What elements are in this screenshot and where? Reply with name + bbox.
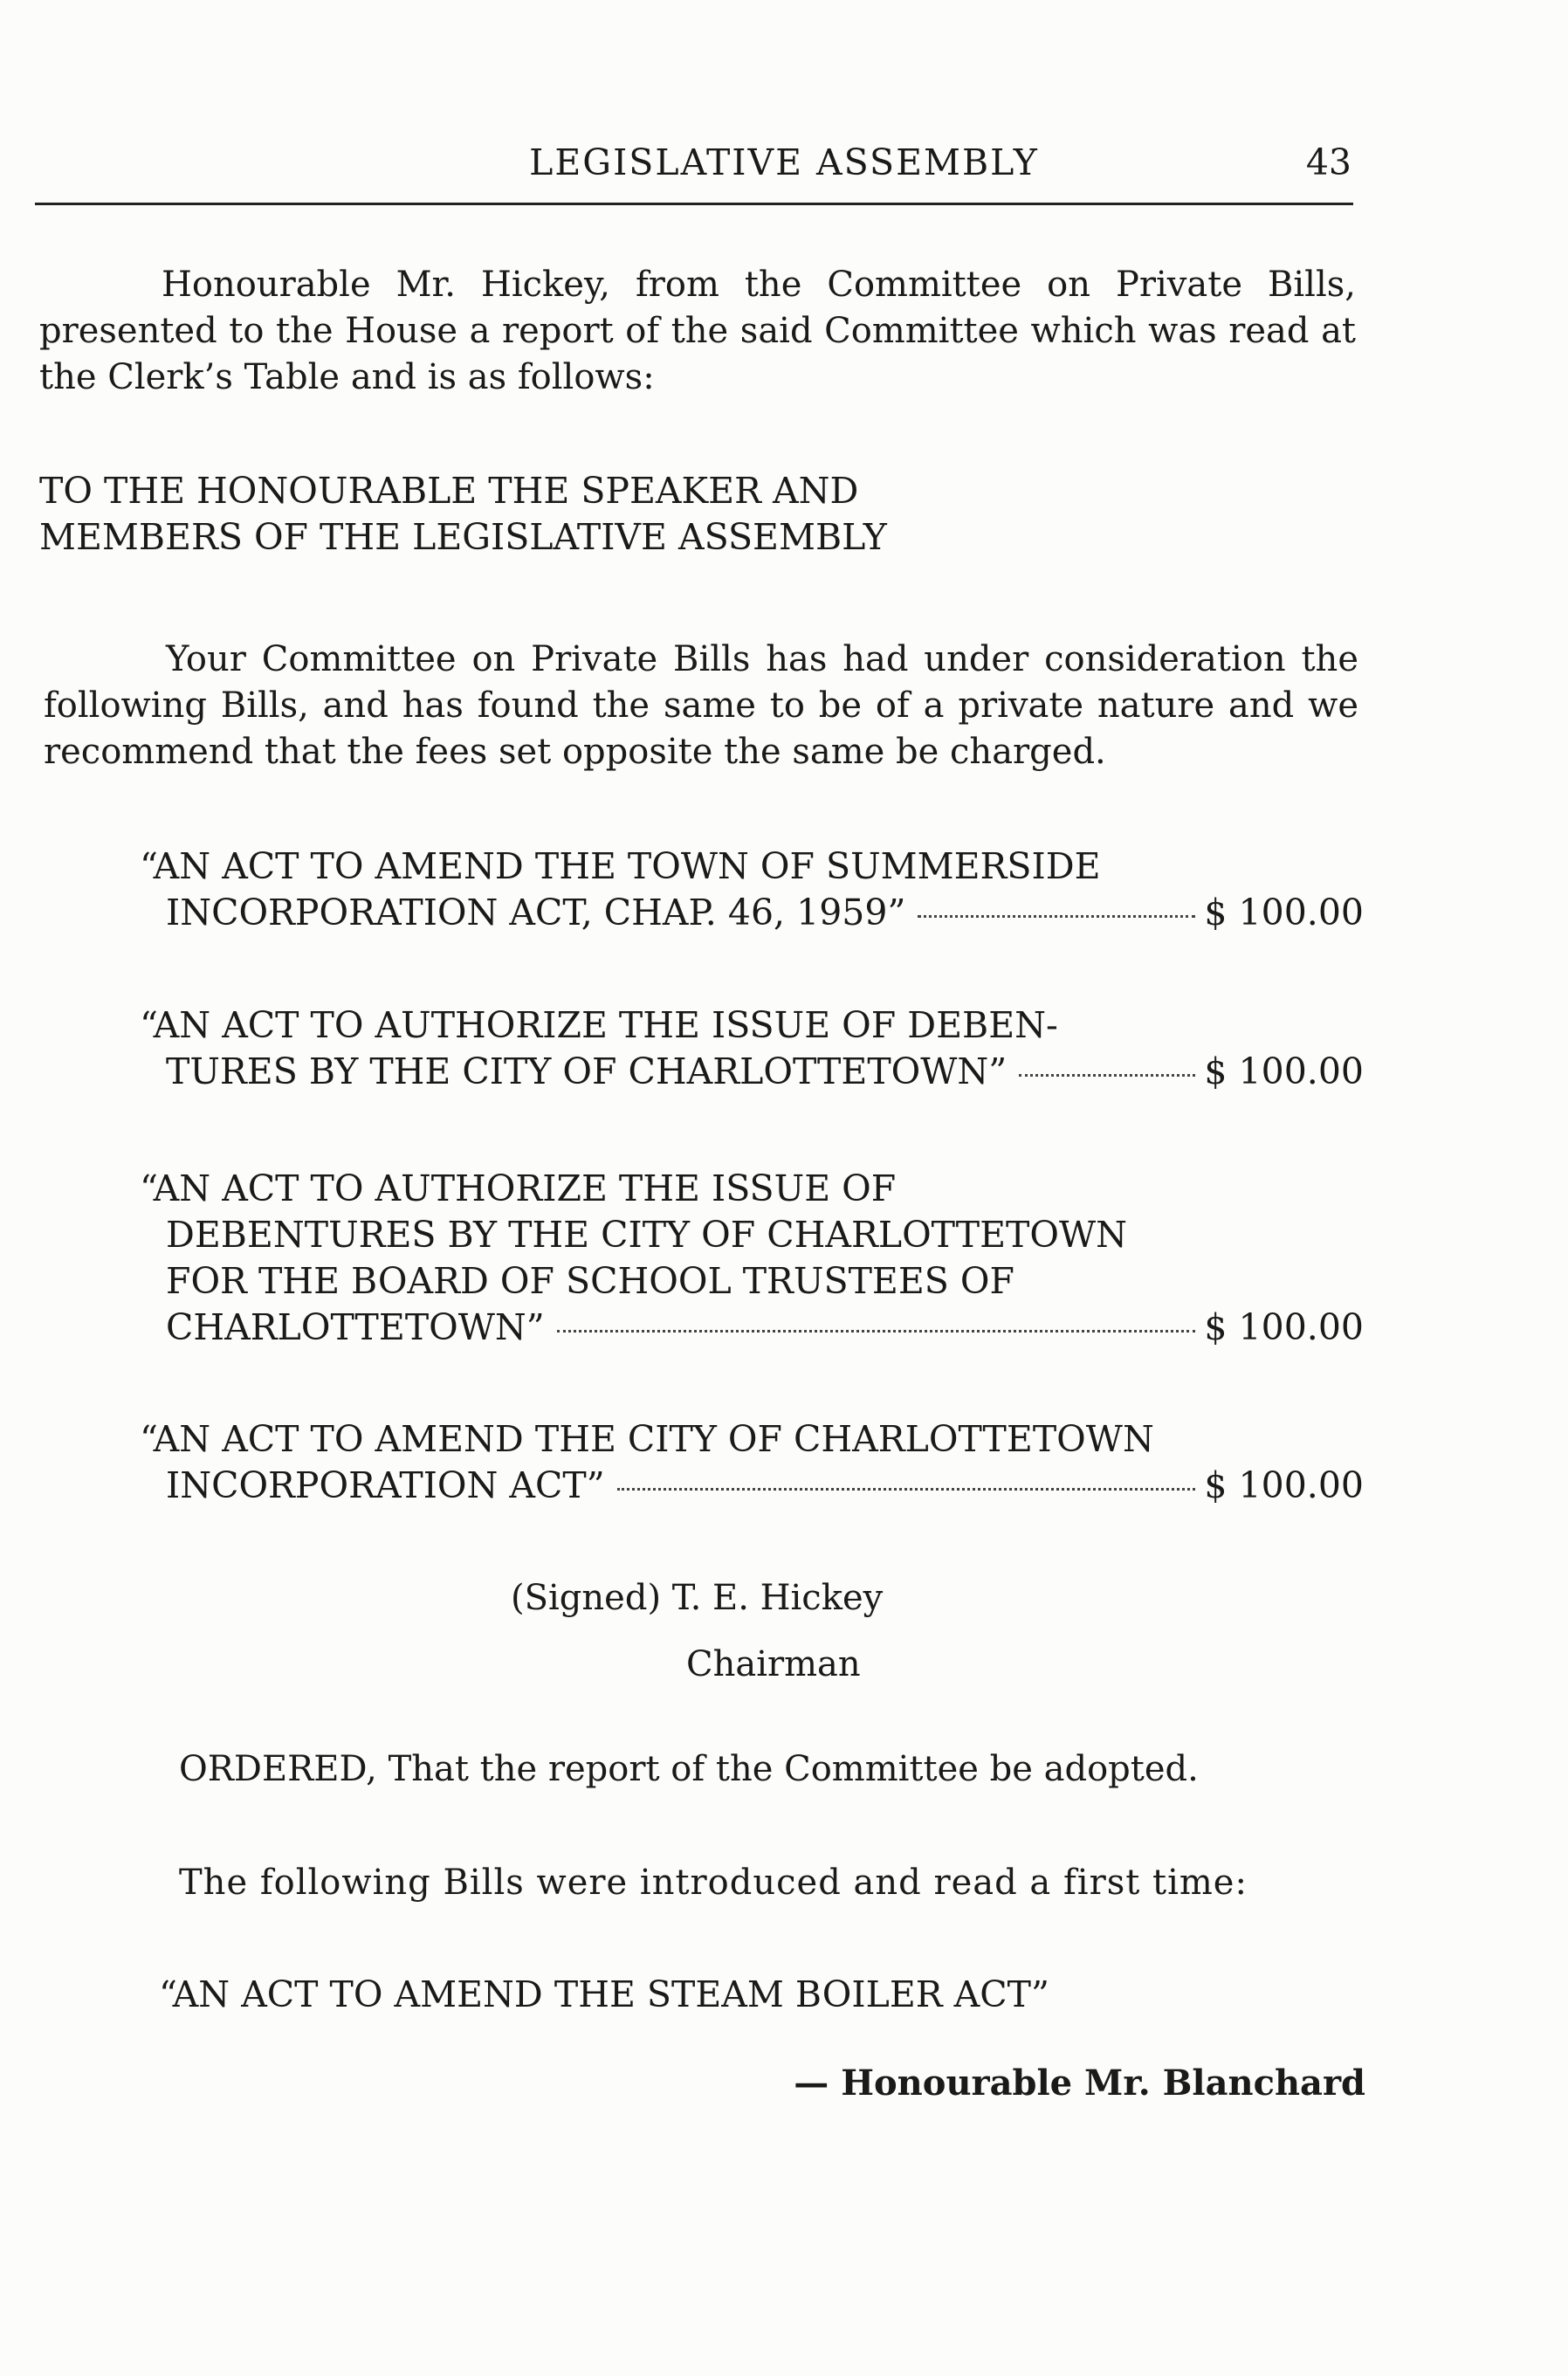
- first-reading-intro: The following Bills were introduced and read a first time:: [179, 1863, 1248, 1903]
- bill-4-line-2: INCORPORATION ACT”: [166, 1464, 605, 1506]
- report-paragraph: Your Committee on Private Bills has had under consideration the following Bills, and has found the same to be of a private nature and we recommend that the fees set opposite the same be charged.: [44, 639, 1358, 772]
- signature-title: Chairman: [686, 1644, 861, 1684]
- bill-1-line-1: “AN ACT TO AMEND THE TOWN OF SUMMERSIDE: [140, 845, 1101, 887]
- bill-item-2: [140, 1002, 1364, 1095]
- bill-1-fee: $ 100.00: [1204, 892, 1364, 933]
- bill-2-fee: $ 100.00: [1204, 1050, 1364, 1092]
- bill-3-line-1: “AN ACT TO AUTHORIZE THE ISSUE OF: [140, 1167, 897, 1209]
- address-block: [39, 468, 887, 561]
- bill-4-last-line: [140, 1463, 1364, 1509]
- header-rule: [35, 203, 1353, 205]
- ordered-line: ORDERED, That the report of the Committee be adopted.: [179, 1749, 1199, 1789]
- bill-3-line-3: FOR THE BOARD OF SCHOOL TRUSTEES OF: [166, 1260, 1014, 1302]
- signature-line: (Signed) T. E. Hickey: [511, 1578, 884, 1618]
- dot-leader: [557, 1330, 1196, 1333]
- address-line-2: MEMBERS OF THE LEGISLATIVE ASSEMBLY: [39, 516, 887, 558]
- bill-4-fee: $ 100.00: [1204, 1464, 1364, 1506]
- intro-paragraph: Honourable Mr. Hickey, from the Committee on Private Bills, presented to the House a report of the said Committee which was read at the Clerk’s Table and is as follows:: [39, 265, 1356, 397]
- dot-leader: [1019, 1074, 1195, 1077]
- bill-2-line-2: TURES BY THE CITY OF CHARLOTTETOWN”: [166, 1050, 1008, 1092]
- address-line-1: TO THE HONOURABLE THE SPEAKER AND: [39, 470, 859, 512]
- bill-4-line-1: “AN ACT TO AMEND THE CITY OF CHARLOTTETOWN: [140, 1418, 1154, 1460]
- page-number: 43: [1305, 141, 1351, 183]
- bill-sponsor: — Honourable Mr. Blanchard: [794, 2063, 1365, 2104]
- bill-item-1: [140, 844, 1364, 936]
- bill-3-fee: $ 100.00: [1204, 1306, 1364, 1348]
- bill-2-last-line: [140, 1049, 1364, 1095]
- bill-item-4: [140, 1416, 1364, 1509]
- dot-leader: [918, 915, 1195, 918]
- bill-1-line-2: INCORPORATION ACT, CHAP. 46, 1959”: [166, 892, 906, 933]
- bill-3-line-4: CHARLOTTETOWN”: [166, 1306, 545, 1348]
- bill-2-line-1: “AN ACT TO AUTHORIZE THE ISSUE OF DEBEN-: [140, 1004, 1058, 1046]
- running-header-title: LEGISLATIVE ASSEMBLY: [529, 141, 1039, 183]
- bill-item-3: [140, 1166, 1364, 1351]
- dot-leader: [617, 1488, 1196, 1491]
- first-reading-bill: “AN ACT TO AMEND THE STEAM BOILER ACT”: [159, 1973, 1049, 2015]
- bill-3-last-line: [140, 1305, 1364, 1351]
- bill-3-line-2: DEBENTURES BY THE CITY OF CHARLOTTETOWN: [166, 1214, 1128, 1256]
- bill-1-last-line: [140, 890, 1364, 936]
